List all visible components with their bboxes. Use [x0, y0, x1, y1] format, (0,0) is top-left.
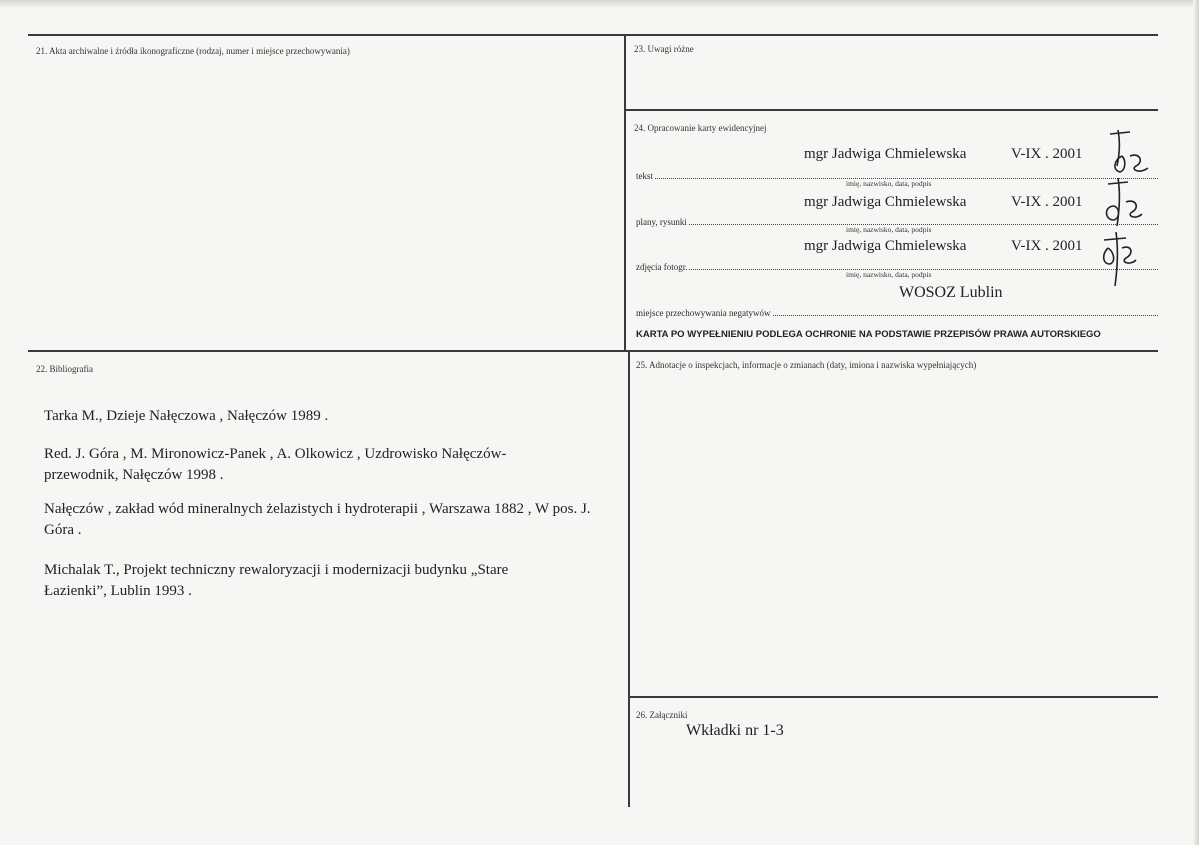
row2-hint: imię, nazwisko, data, podpis — [846, 225, 932, 234]
bibliography-entry-2: Red. J. Góra , M. Mironowicz-Panek , A. Olkowicz , Uzdrowisko Nałęczów-przewodnik, Nałęczów 1998 . — [44, 446, 507, 483]
copyright-notice: KARTA PO WYPEŁNIENIU PODLEGA OCHRONIE NA PODSTAWIE PRZEPISÓW PRAWA AUTORSKIEGO — [636, 329, 1101, 340]
row1-author-name: mgr Jadwiga Chmielewska — [804, 146, 967, 162]
row3-author-name: mgr Jadwiga Chmielewska — [804, 238, 967, 254]
paper-edge-top — [0, 0, 1199, 8]
storage-label: miejsce przechowywania negatywów — [636, 308, 771, 318]
lower-divider — [628, 350, 630, 807]
storage-value: WOSOZ Lublin — [899, 284, 1003, 301]
row1-field-label: tekst — [636, 171, 653, 181]
bibliography-entry-1: Tarka M., Dzieje Nałęczowa , Nałęczów 1989 . — [44, 408, 329, 424]
row1-date: V-IX . 2001 — [1011, 146, 1083, 162]
bibliography-entry-3: Nałęczów , zakład wód mineralnych żelazistych i hydroterapii , Warszawa 1882 , W pos. J. Góra . — [44, 501, 591, 538]
signature-3 — [1096, 230, 1146, 290]
section24-label: 24. Opracowanie karty ewidencyjnej — [634, 123, 767, 133]
row2-author-name: mgr Jadwiga Chmielewska — [804, 194, 967, 210]
center-divider — [624, 34, 626, 352]
section26-top-border — [628, 696, 1158, 698]
row2-date: V-IX . 2001 — [1011, 194, 1083, 210]
attachments-value: Wkładki nr 1-3 — [686, 722, 784, 739]
storage-field-line — [636, 304, 1158, 318]
section25-label: 25. Adnotacje o inspekcjach, informacje o zmianach (daty, imiona i nazwiska wypełniających) — [636, 360, 977, 370]
section21-label: 21. Akta archiwalne i źródła ikonograficzne (rodzaj, numer i miejsce przechowywania) — [36, 46, 350, 56]
row2-field-label: plany, rysunki — [636, 217, 687, 227]
section23-label: 23. Uwagi różne — [634, 44, 694, 54]
signature-2 — [1100, 176, 1150, 236]
bibliography-entry-4: Michalak T., Projekt techniczny rewaloryzacji i modernizacji budynku „Stare Łazienki”, Lublin 1993 . — [44, 562, 509, 599]
section22-label: 22. Bibliografia — [36, 364, 93, 374]
middle-border — [28, 350, 1158, 352]
paper-edge-right — [1193, 0, 1199, 845]
section26-label: 26. Załączniki — [636, 710, 688, 720]
row1-hint: imię, nazwisko, data, podpis — [846, 179, 932, 188]
row3-hint: imię, nazwisko, data, podpis — [846, 270, 932, 279]
top-border — [28, 34, 1158, 36]
row3-field-label: zdjęcia fotogr. — [636, 262, 688, 272]
row3-date: V-IX . 2001 — [1011, 238, 1083, 254]
section23-bottom-border — [624, 109, 1158, 111]
